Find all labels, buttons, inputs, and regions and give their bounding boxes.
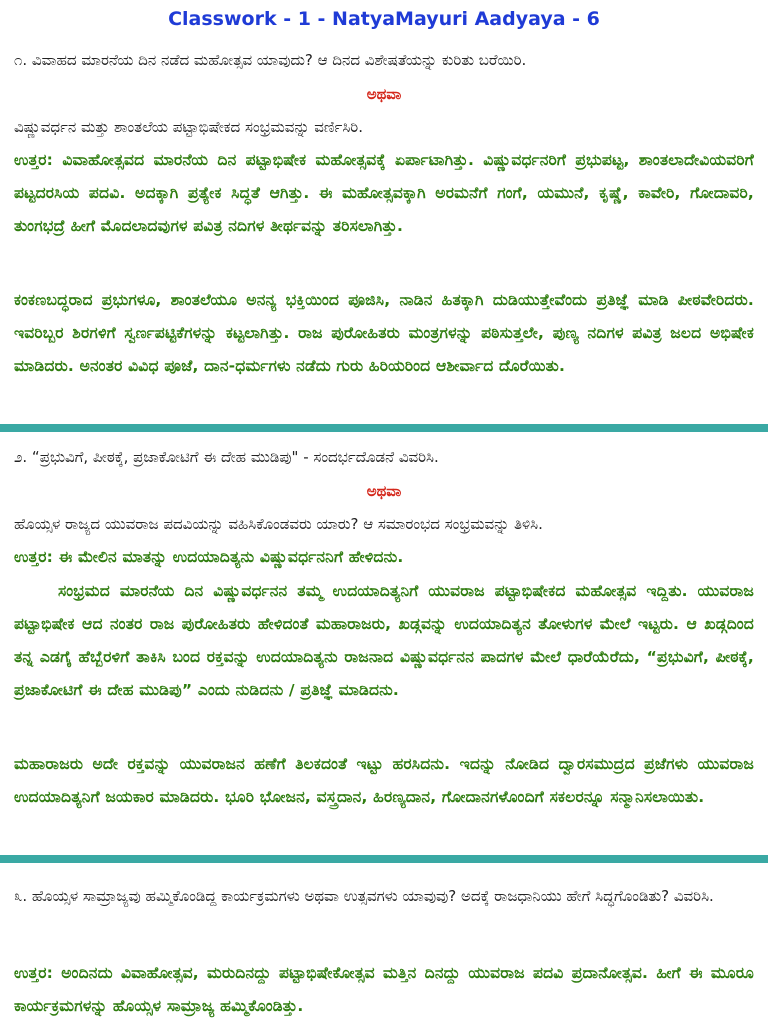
section-divider: [0, 855, 768, 863]
answer-text: ಈ ಮೇಲಿನ ಮಾತನ್ನು ಉದಯಾದಿತ್ಯನು ವಿಷ್ಣುವರ್ಧನನಿಗೆ ಹೇಳಿದನು.: [58, 548, 404, 566]
or-label: ಅಥವಾ: [366, 85, 402, 103]
answer-2-intro: [14, 541, 754, 574]
answer-2-paragraph-1: ಸಂಭ್ರಮದ ಮಾರನೆಯ ದಿನ ವಿಷ್ಣುವರ್ಧನನ ತಮ್ಮ ಉದಯಾದಿತ್ಯನಿಗೆ ಯುವರಾಜ ಪಟ್ಟಾಭಿಷೇಕದ ಮಹೋತ್ಸವ ಇದ್ದಿತು. ಯುವರಾಜ ಪಟ್ಟಾಭಿಷೇಕ ಆದ ನಂತರ ರಾಜ ಪುರೋಹಿತರು ಹೇಳಿದಂತೆ ಮಹಾರಾಜರು, ಖಡ್ಗವನ್ನು ಉದಯಾದಿತ್ಯನ ತೋಳುಗಳ ಮೇಲೆ ಇಟ್ಟರು. ಆ ಖಡ್ಗದಿಂದ ತನ್ನ ಎಡಗೈ ಹೆಬ್ಬೆರಳಿಗೆ ತಾಕಿಸಿ ಬಂದ ರಕ್ತವನ್ನು ಉದಯಾದಿತ್ಯನು ರಾಜನಾದ ವಿಷ್ಣುವರ್ಧನನ ಪಾದಗಳ ಮೇಲೆ ಧಾರೆಯೆರೆದು, “ಪ್ರಭುವಿಗೆ, ಪೀಠಕ್ಕೆ, ಪ್ರಜಾಕೋಟಿಗೆ ಈ ದೇಹ ಮುಡಿಪು” ಎಂದು ನುಡಿದನು / ಪ್ರತಿಜ್ಞೆ ಮಾಡಿದನು.: [14, 582, 754, 699]
or-label: ಅಥವಾ: [366, 482, 402, 500]
answer-label: ಉತ್ತರ:: [14, 548, 54, 566]
answer-text: ವಿವಾಹೋತ್ಸವದ ಮಾರನೆಯ ದಿನ ಪಟ್ಟಾಭಿಷೇಕ ಮಹೋತ್ಸವಕ್ಕೆ ಏರ್ಪಾಟಾಗಿತ್ತು. ವಿಷ್ಣುವರ್ಧನರಿಗೆ ಪ್ರಭುಪಟ್ಟ, ಶಾಂತಲಾದೇವಿಯವರಿಗೆ ಪಟ್ಟದರಸಿಯ ಪದವಿ. ಅದಕ್ಕಾಗಿ ಪ್ರತ್ಯೇಕ ಸಿದ್ಧತೆ ಆಗಿತ್ತು. ಈ ಮಹೋತ್ಸವಕ್ಕಾಗಿ ಅರಮನೆಗೆ ಗಂಗೆ, ಯಮುನೆ, ಕೃಷ್ಣೆ, ಕಾವೇರಿ, ಗೋದಾವರಿ, ತುಂಗಭದ್ರೆ ಹೀಗೆ ಮೊದಲಾದವುಗಳ ಪವಿತ್ರ ನದಿಗಳ ತೀರ್ಥವನ್ನು ತರಿಸಲಾಗಿತ್ತು.: [14, 151, 754, 235]
question-2: ೨. “ಪ್ರಭುವಿಗೆ, ಪೀಠಕ್ಕೆ, ಪ್ರಜಾಕೋಟಿಗೆ ಈ ದೇಹ ಮುಡಿಪು" - ಸಂದರ್ಭದೊಡನೆ ವಿವರಿಸಿ.: [14, 448, 439, 466]
answer-2-paragraph-2: ಮಹಾರಾಜರು ಅದೇ ರಕ್ತವನ್ನು ಯುವರಾಜನ ಹಣೆಗೆ ತಿಲಕದಂತೆ ಇಟ್ಟು ಹರಸಿದನು. ಇದನ್ನು ನೋಡಿದ ದ್ವಾರಸಮುದ್ರದ ಪ್ರಜೆಗಳು ಯುವರಾಜ ಉದಯಾದಿತ್ಯನಿಗೆ ಜಯಕಾರ ಮಾಡಿದರು. ಭೂರಿ ಭೋಜನ, ವಸ್ತ್ರದಾನ, ಹಿರಣ್ಯದಾನ, ಗೋದಾನಗಳೊಂದಿಗೆ ಸಕಲರನ್ನೂ ಸನ್ಮಾನಿಸಲಾಯಿತು.: [14, 755, 754, 806]
question-3: ೩. ಹೊಯ್ಸಳ ಸಾಮ್ರಾಜ್ಯವು ಹಮ್ಮಿಕೊಂಡಿದ್ದ ಕಾರ್ಯಕ್ರಮಗಳು ಅಥವಾ ಉತ್ಸವಗಳು ಯಾವುವು? ಅದಕ್ಕೆ ರಾಜಧಾನಿಯು ಹೇಗೆ ಸಿದ್ಧಗೊಂಡಿತು? ವಿವರಿಸಿ.: [14, 887, 714, 905]
question-1: ೧. ವಿವಾಹದ ಮಾರನೆಯ ದಿನ ನಡೆದ ಮಹೋತ್ಸವ ಯಾವುದು? ಆ ದಿನದ ವಿಶೇಷತೆಯನ್ನು ಕುರಿತು ಬರೆಯಿರಿ.: [14, 51, 527, 69]
answer-3-paragraph-1: [14, 957, 754, 1023]
section-divider: [0, 424, 768, 432]
answer-text: ಅಂದಿನದು ವಿವಾಹೋತ್ಸವ, ಮರುದಿನದ್ದು ಪಟ್ಟಾಭಿಷೇಕೋತ್ಸವ ಮತ್ತಿನ ದಿನದ್ದು ಯುವರಾಜ ಪದವಿ ಪ್ರದಾನೋತ್ಸವ. ಹೀಗೆ ಈ ಮೂರೂ ಕಾರ್ಯಕ್ರಮಗಳನ್ನು ಹೊಯ್ಸಳ ಸಾಮ್ರಾಜ್ಯ ಹಮ್ಮಿಕೊಂಡಿತ್ತು.: [14, 964, 754, 1015]
answer-label: ಉತ್ತರ:: [14, 964, 54, 982]
answer-label: ಉತ್ತರ:: [14, 151, 54, 169]
answer-1-paragraph-1: [14, 144, 754, 243]
page-title: Classwork - 1 - NatyaMayuri Aadyaya - 6: [168, 8, 600, 30]
question-2-alternate: ಹೊಯ್ಸಳ ರಾಜ್ಯದ ಯುವರಾಜ ಪದವಿಯನ್ನು ವಹಿಸಿಕೊಂಡವರು ಯಾರು? ಆ ಸಮಾರಂಭದ ಸಂಭ್ರಮವನ್ನು ತಿಳಿಸಿ.: [14, 515, 543, 533]
answer-1-paragraph-2: ಕಂಕಣಬದ್ಧರಾದ ಪ್ರಭುಗಳೂ, ಶಾಂತಲೆಯೂ ಅನನ್ಯ ಭಕ್ತಿಯಿಂದ ಪೂಜಿಸಿ, ನಾಡಿನ ಹಿತಕ್ಕಾಗಿ ದುಡಿಯುತ್ತೇವೆಂದು ಪ್ರತಿಜ್ಞೆ ಮಾಡಿ ಪೀಠವೇರಿದರು. ಇವರಿಬ್ಬರ ಶಿರಗಳಿಗೆ ಸ್ವರ್ಣಪಟ್ಟಿಕೆಗಳನ್ನು ಕಟ್ಟಲಾಗಿತ್ತು. ರಾಜ ಪುರೋಹಿತರು ಮಂತ್ರಗಳನ್ನು ಪಠಿಸುತ್ತಲೇ, ಪುಣ್ಯ ನದಿಗಳ ಪವಿತ್ರ ಜಲದ ಅಭಿಷೇಕ ಮಾಡಿದರು. ಅನಂತರ ವಿವಿಧ ಪೂಜೆ, ದಾನ-ಧರ್ಮಗಳು ನಡೆದು ಗುರು ಹಿರಿಯರಿಂದ ಆಶೀರ್ವಾದ ದೊರೆಯಿತು.: [14, 291, 754, 375]
question-1-alternate: ವಿಷ್ಣುವರ್ಧನ ಮತ್ತು ಶಾಂತಲೆಯ ಪಟ್ಟಾಭಿಷೇಕದ ಸಂಭ್ರಮವನ್ನು ವರ್ಣಿಸಿರಿ.: [14, 118, 363, 136]
